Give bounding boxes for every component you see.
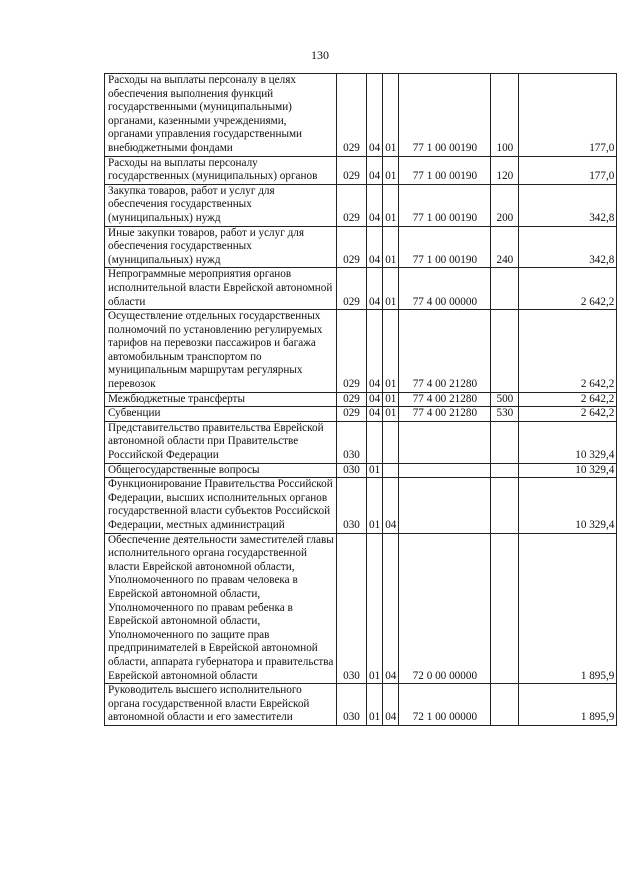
- row-expense-type: 200: [491, 184, 519, 226]
- row-target-code: 77 1 00 00190: [399, 74, 491, 157]
- row-target-code: 77 1 00 00190: [399, 226, 491, 268]
- row-section-code: 04: [367, 74, 383, 157]
- row-expense-type: 100: [491, 74, 519, 157]
- row-section-code: 01: [367, 478, 383, 533]
- row-section-code: 04: [367, 407, 383, 422]
- row-description: Иные закупки товаров, работ и услуг для обеспечения государственных (муниципальных) нужд: [105, 226, 337, 268]
- row-amount: 2 642,2: [519, 392, 617, 407]
- row-description: Расходы на выплаты персоналу в целях обеспечения выполнения функций государственными (муниципальными) органами, казенными учреждениями, органами управления государственными внебюджетными фондами: [105, 74, 337, 157]
- row-description: Руководитель высшего исполнительного органа государственной власти Еврейской автономной области и его заместители: [105, 684, 337, 726]
- row-ministry-code: 029: [337, 74, 367, 157]
- row-target-code: 77 4 00 21280: [399, 392, 491, 407]
- row-description: Обеспечение деятельности заместителей главы исполнительного органа государственной власти Еврейской автономной области, Уполномоченного по правам человека в Еврейской автономной области, Уполномоченного по правам ребенка в Еврейской автономной области, Уполномоченного по защите прав предпринимателей в Еврейской автономной области, аппарата губернатора и правительства Еврейской автономной области: [105, 533, 337, 684]
- row-subsection-code: [383, 421, 399, 463]
- row-target-code: 77 1 00 00190: [399, 184, 491, 226]
- row-ministry-code: 029: [337, 310, 367, 393]
- row-description: Представительство правительства Еврейской автономной области при Правительстве Российской Федерации: [105, 421, 337, 463]
- row-description: Субвенции: [105, 407, 337, 422]
- row-amount: 342,8: [519, 184, 617, 226]
- table-row: [105, 310, 617, 393]
- row-ministry-code: 030: [337, 684, 367, 726]
- row-section-code: 04: [367, 156, 383, 184]
- row-expense-type: [491, 478, 519, 533]
- row-subsection-code: 01: [383, 268, 399, 310]
- row-ministry-code: 030: [337, 478, 367, 533]
- row-ministry-code: 029: [337, 184, 367, 226]
- row-target-code: 77 4 00 21280: [399, 310, 491, 393]
- row-description: Общегосударственные вопросы: [105, 463, 337, 478]
- table-row: [105, 156, 617, 184]
- row-description: Расходы на выплаты персоналу государственных (муниципальных) органов: [105, 156, 337, 184]
- row-section-code: 04: [367, 268, 383, 310]
- row-description: Осуществление отдельных государственных полномочий по установлению регулируемых тарифов на перевозки пассажиров и багажа автомобильным транспортом по муниципальным маршрутам регулярных перевозок: [105, 310, 337, 393]
- row-ministry-code: 029: [337, 226, 367, 268]
- row-ministry-code: 029: [337, 407, 367, 422]
- row-section-code: 04: [367, 226, 383, 268]
- row-expense-type: [491, 684, 519, 726]
- row-target-code: 77 1 00 00190: [399, 156, 491, 184]
- row-target-code: 72 1 00 00000: [399, 684, 491, 726]
- row-subsection-code: 01: [383, 74, 399, 157]
- row-target-code: 72 0 00 00000: [399, 533, 491, 684]
- row-ministry-code: 030: [337, 463, 367, 478]
- row-target-code: [399, 421, 491, 463]
- row-subsection-code: 01: [383, 407, 399, 422]
- row-section-code: 04: [367, 184, 383, 226]
- row-ministry-code: 029: [337, 156, 367, 184]
- row-amount: 10 329,4: [519, 421, 617, 463]
- row-section-code: [367, 421, 383, 463]
- row-subsection-code: 01: [383, 392, 399, 407]
- row-amount: 2 642,2: [519, 407, 617, 422]
- row-expense-type: [491, 268, 519, 310]
- table-row: [105, 684, 617, 726]
- row-expense-type: [491, 463, 519, 478]
- row-section-code: 01: [367, 463, 383, 478]
- table-row: [105, 478, 617, 533]
- row-expense-type: [491, 310, 519, 393]
- row-amount: 2 642,2: [519, 268, 617, 310]
- row-amount: 10 329,4: [519, 478, 617, 533]
- table-row: [105, 533, 617, 684]
- table-row: [105, 268, 617, 310]
- row-target-code: 77 4 00 21280: [399, 407, 491, 422]
- page-number: 130: [311, 48, 329, 62]
- row-section-code: 01: [367, 533, 383, 684]
- row-description: Закупка товаров, работ и услуг для обеспечения государственных (муниципальных) нужд: [105, 184, 337, 226]
- row-target-code: [399, 478, 491, 533]
- row-expense-type: 530: [491, 407, 519, 422]
- row-ministry-code: 029: [337, 392, 367, 407]
- table-row: [105, 392, 617, 407]
- row-subsection-code: 04: [383, 478, 399, 533]
- row-target-code: [399, 463, 491, 478]
- row-amount: 342,8: [519, 226, 617, 268]
- table-row: [105, 226, 617, 268]
- row-subsection-code: 01: [383, 226, 399, 268]
- table-row: [105, 421, 617, 463]
- row-expense-type: [491, 533, 519, 684]
- row-ministry-code: 030: [337, 421, 367, 463]
- row-amount: 177,0: [519, 156, 617, 184]
- row-subsection-code: 01: [383, 184, 399, 226]
- table-row: [105, 407, 617, 422]
- row-ministry-code: 030: [337, 533, 367, 684]
- row-section-code: 04: [367, 310, 383, 393]
- row-target-code: 77 4 00 00000: [399, 268, 491, 310]
- row-section-code: 04: [367, 392, 383, 407]
- row-description: Функционирование Правительства Российской Федерации, высших исполнительных органов государственной власти субъектов Российской Федерации, местных администраций: [105, 478, 337, 533]
- table-row: [105, 74, 617, 157]
- budget-table: [104, 73, 617, 726]
- row-subsection-code: 04: [383, 533, 399, 684]
- table-row: [105, 184, 617, 226]
- row-subsection-code: [383, 463, 399, 478]
- row-ministry-code: 029: [337, 268, 367, 310]
- row-description: Непрограммные мероприятия органов исполнительной власти Еврейской автономной области: [105, 268, 337, 310]
- table-row: [105, 463, 617, 478]
- row-expense-type: 240: [491, 226, 519, 268]
- row-description: Межбюджетные трансферты: [105, 392, 337, 407]
- row-amount: 2 642,2: [519, 310, 617, 393]
- row-expense-type: 500: [491, 392, 519, 407]
- row-amount: 1 895,9: [519, 684, 617, 726]
- row-amount: 177,0: [519, 74, 617, 157]
- row-expense-type: [491, 421, 519, 463]
- row-amount: 10 329,4: [519, 463, 617, 478]
- row-amount: 1 895,9: [519, 533, 617, 684]
- row-subsection-code: 01: [383, 156, 399, 184]
- row-section-code: 01: [367, 684, 383, 726]
- row-subsection-code: 04: [383, 684, 399, 726]
- row-subsection-code: 01: [383, 310, 399, 393]
- row-expense-type: 120: [491, 156, 519, 184]
